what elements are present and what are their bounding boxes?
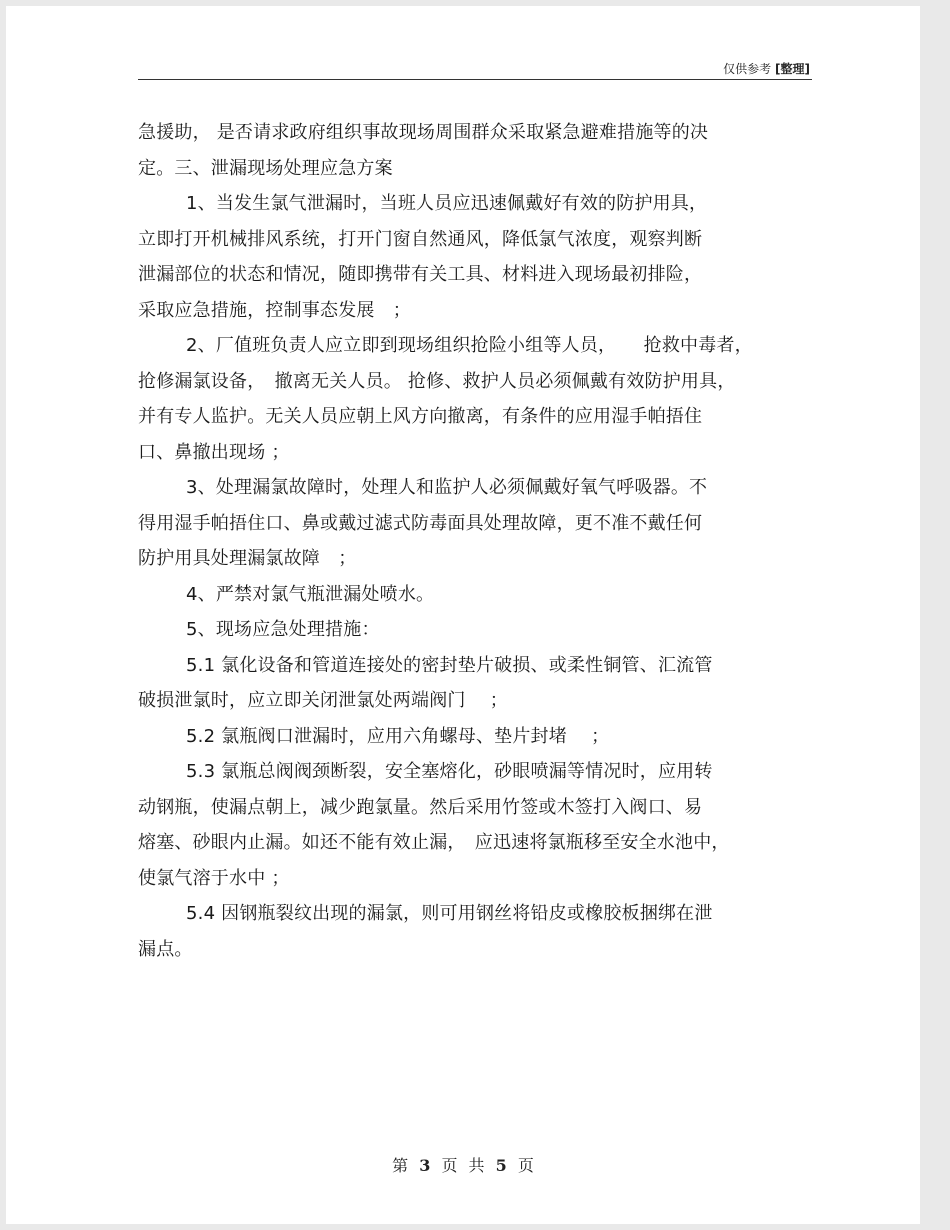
body-line: 急援助， 是否请求政府组织事故现场周围群众采取紧急避难措施等的决 (138, 122, 709, 143)
document-body (138, 115, 818, 967)
body-line: 采取应急措施，控制事态发展 ； (138, 299, 411, 321)
footer-page-number: 3 (419, 1156, 431, 1175)
body-line: 5.2 氯瓶阀口泄漏时，应用六角螺母、垫片封堵 ； (186, 725, 610, 747)
body-line: 3、处理漏氯故障时，处理人和监护人必须佩戴好氧气呼吸器。不 (186, 477, 708, 498)
body-line: 立即打开机械排风系统，打开门窗自然通风，降低氯气浓度，观察判断 (138, 228, 703, 250)
footer-total-pages: 5 (495, 1156, 507, 1175)
footer-total-unit: 页 (517, 1156, 534, 1175)
body-line: 动钢瓶，使漏点朝上，减少跑氯量。然后采用竹签或木签打入阀口、易 (138, 796, 703, 818)
body-line: 熔塞、砂眼内止漏。如还不能有效止漏， 应迅速将氯瓶移至安全水池中， (138, 832, 730, 853)
body-line: 抢修漏氯设备， 撤离无关人员。 抢修、救护人员必须佩戴有效防护用具， (138, 370, 736, 392)
header-divider (138, 79, 812, 80)
page-footer (6, 1153, 920, 1176)
body-line: 5.3 氯瓶总阀阀颈断裂，安全塞熔化，砂眼喷漏等情况时，应用转 (186, 761, 713, 782)
body-line: 2、厂值班负责人应立即到现场组织抢险小组等人员， 抢救中毒者， (186, 335, 753, 356)
body-line: 5.1 氯化设备和管道连接处的密封垫片破损、或柔性铜管、汇流管 (186, 654, 713, 676)
body-line: 漏点。 (138, 938, 193, 960)
body-line: 口、鼻撤出现场 ； (138, 441, 290, 463)
header-label: 仅供参考 (723, 62, 772, 76)
body-line: 5、现场应急处理措施： (186, 619, 380, 640)
body-line: 1、当发生氯气泄漏时，当班人员应迅速佩戴好有效的防护用具， (186, 193, 708, 214)
footer-page-unit: 页 (441, 1156, 458, 1175)
body-line: 破损泄氯时，应立即关闭泄氯处两端阀门 ； (138, 690, 508, 711)
footer-total-prefix: 共 (468, 1156, 485, 1175)
header-bracket-tag: [整理] (775, 62, 810, 76)
footer-prefix: 第 (392, 1156, 409, 1175)
body-line: 泄漏部位的状态和情况，随即携带有关工具、材料进入现场最初排险， (138, 264, 703, 285)
document-page (6, 6, 920, 1224)
body-line: 防护用具处理漏氯故障 ； (138, 548, 357, 569)
body-line: 得用湿手帕捂住口、鼻或戴过滤式防毒面具处理故障，更不准不戴任何 (138, 512, 703, 534)
page-header (723, 60, 810, 77)
body-line: 定。三、泄漏现场处理应急方案 (138, 157, 393, 179)
body-line: 并有专人监护。无关人员应朝上风方向撤离，有条件的应用湿手帕捂住 (138, 406, 703, 427)
body-line: 5.4 因钢瓶裂纹出现的漏氯，则可用钢丝将铅皮或橡胶板捆绑在泄 (186, 903, 713, 924)
body-line: 使氯气溶于水中 ； (138, 867, 290, 889)
body-line: 4、严禁对氯气瓶泄漏处喷水。 (186, 583, 435, 605)
